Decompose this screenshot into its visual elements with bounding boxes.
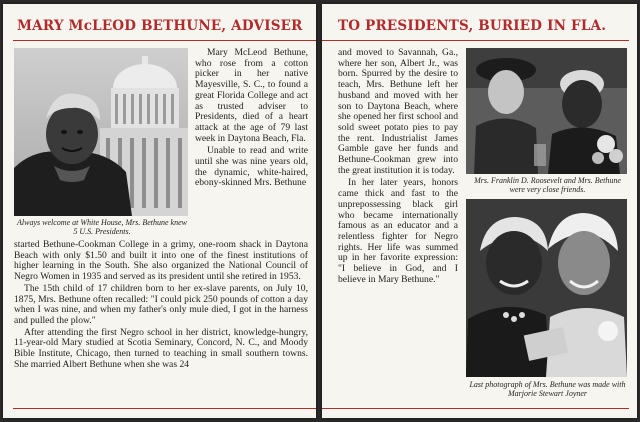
wide-text-block (14, 240, 308, 370)
paragraph: In her later years, honors came thick and fast to the unprepossessing black girl who became internationally famous as an educator and a relentless fighter for Negro rights. Her life was summed up in her favorite expression: "I believe in God, and I believe in Mary Bethune." (338, 177, 458, 285)
left-page (3, 4, 316, 418)
right-text-column (338, 48, 458, 285)
headline-left: MARY McLEOD BETHUNE, ADVISER (17, 18, 303, 34)
paragraph: Mary McLeod Bethune, who rose from a cotton picker in her native Mayesville, S. C., to found a great Florida College and act as trusted adviser to Presidents, died of a heart attack at the age of 79 last week in Daytona Beach, Fla. (195, 47, 308, 144)
headline-rule (322, 40, 629, 41)
bottom-rule (13, 408, 316, 409)
paragraph: After attending the first Negro school in her district, knowledge-hungry, 11-year-old Mary studied at Scotia Seminary, Concord, N. C., and Moody Bible Institute, Chicago, then turned to teaching in small southern towns. She married Albert Bethune when she was 24 (14, 326, 308, 370)
paragraph: started Bethune-Cookman College in a grimy, one-room shack in Daytona Beach with only $1.50 and built it into one of the finest institutions of higher learning in the South. She also organized the National Council of Negro Women in 1935 and served as its president until she retired in 1953. (14, 239, 308, 283)
intro-column (195, 48, 308, 189)
right-page (322, 4, 637, 418)
paragraph: Unable to read and write until she was nine years old, the dynamic, white-haired, ebony-skinned Mrs. Bethune (195, 145, 308, 189)
headline-rule (13, 40, 316, 41)
caption-roosevelt: Mrs. Franklin D. Roosevelt and Mrs. Bethune were very close friends. (474, 176, 621, 194)
paragraph: The 15th child of 17 children born to her ex-slave parents, on July 10, 1875, Mrs. Bethune often recalled: "I could pick 250 pounds of cotton a day when I was nine, and when my father's only mule died, I got in the harness and pulled the plow." (14, 282, 308, 326)
caption-capitol: Always welcome at White House, Mrs. Bethune knew 5 U.S. Presidents. (17, 218, 187, 236)
paragraph: and moved to Savannah, Ga., where her son, Albert Jr., was born. Spurred by the desire to teach, Mrs. Bethune left her husband and moved with her son to Daytona Beach, where she opened her first school and sold sweet potato pies to pay the rent. Industrialist James Gamble gave her funds and Bethune-Cookman grew into the great institution it is today. (338, 47, 458, 176)
photo-capitol-portrait (14, 48, 188, 216)
caption-last-photo: Last photograph of Mrs. Bethune was made with Marjorie Stewart Joyner (469, 380, 626, 398)
bottom-rule (322, 408, 629, 409)
photo-last-portrait (466, 199, 627, 377)
photo-roosevelt-bethune (466, 48, 627, 174)
headline-right: TO PRESIDENTS, BURIED IN FLA. (338, 18, 607, 34)
